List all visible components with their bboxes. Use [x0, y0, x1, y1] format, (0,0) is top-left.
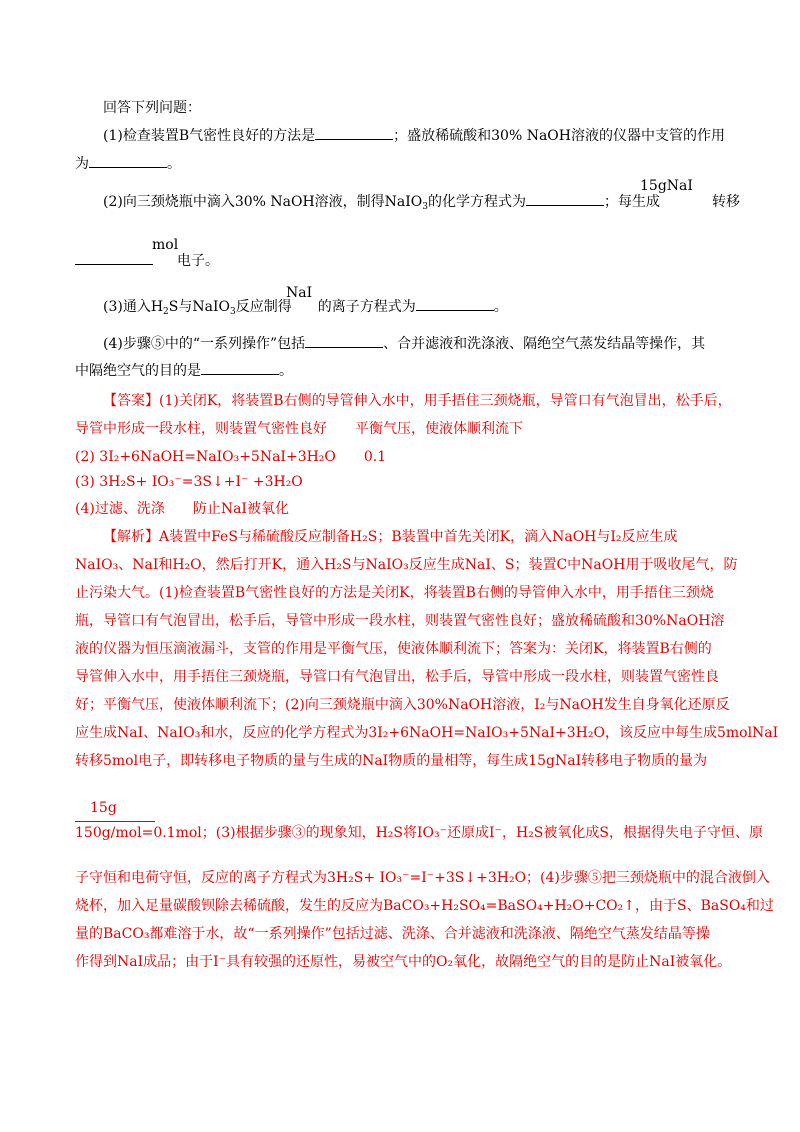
question-3-line: (3)通入$H_2S$与NaIO$_3$反应制得 的离子方程式为 。: [103, 296, 508, 322]
question-2-line-2: 电子。: [75, 250, 219, 271]
question-1-line-2: 为 。: [75, 153, 181, 174]
fraction-numerator: 15g: [90, 800, 117, 816]
unit-mol: mol: [152, 237, 179, 253]
answer-blank: [416, 296, 494, 311]
analysis-line-14: 作得到NaI成品；由于I⁻具有较强的还原性，易被空气中的O₂氧化，故隔绝空气的目的是防止NaI被氧化。: [75, 954, 732, 970]
analysis-line-10: 150g/mol=0.1mol；(3)根据步骤③的现象知，H₂S将IO₃⁻还原成I⁻，H₂S被氧化成S，根据得失电子守恒、原: [75, 825, 763, 841]
question-4-line-2: 中隔绝空气的目的是 。: [75, 360, 293, 381]
answer-blank: [305, 333, 383, 348]
answer-line-1: 【答案】(1)关闭K，将装置B右侧的导管伸入水中，用手捂住三颈烧瓶，导管口有气泡冒出，松手后，: [103, 393, 732, 409]
analysis-line-13: 量的BaCO₃都难溶于水，故“一系列操作”包括过滤、洗涤、合并滤液和洗涤液、隔绝空气蒸发结晶等操: [75, 926, 710, 942]
intro-line: 回答下列问题：: [103, 100, 201, 116]
analysis-line-11: 子守恒和电荷守恒，反应的离子方程式为3H₂S+ IO₃⁻=I⁻+3S↓+3H₂O；(4)步骤⑤把三颈烧瓶中的混合液倒入: [75, 870, 770, 886]
analysis-line-3: 止污染大气。(1)检查装置B气密性良好的方法是关闭K，将装置B右侧的导管伸入水中，用手捂住三颈烧: [75, 585, 714, 601]
answer-line-2: 导管中形成一段水柱，则装置气密性良好 平衡气压，使液体顺利流下: [75, 421, 523, 437]
analysis-line-6: 导管伸入水中，用手捂住三颈烧瓶，导管口有气泡冒出，松手后，导管中形成一段水柱，则装置气密性良: [75, 669, 719, 685]
question-1-line-1: (1)检查装置B气密性良好的方法是 ；盛放稀硫酸和30% NaOH溶液的仪器中支管的作用: [103, 125, 725, 146]
answer-line-5: (4)过滤、洗涤 防止NaI被氧化: [75, 501, 289, 517]
formula-15gnai: 15gNaI: [640, 178, 693, 194]
analysis-line-4: 瓶，导管口有气泡冒出，松手后，导管中形成一段水柱，则装置气密性良好；盛放稀硫酸和30%NaOH溶: [75, 613, 725, 629]
answer-blank: [75, 250, 153, 265]
answer-line-3: (2) 3I₂+6NaOH=NaIO₃+5NaI+3H₂O 0.1: [75, 449, 387, 465]
answer-blank: [89, 153, 167, 168]
analysis-line-5: 液的仪器为恒压滴液漏斗，支管的作用是平衡气压，使液体顺利流下；答案为：关闭K，将装置B右侧的: [75, 641, 712, 657]
answer-blank: [201, 360, 279, 375]
formula-nai: NaI: [286, 285, 313, 301]
answer-label: 【答案】: [103, 393, 159, 409]
fraction-bar: [75, 821, 155, 822]
answer-blank: [526, 191, 604, 206]
answer-line-4: (3) 3H₂S+ IO₃⁻=3S↓+I⁻ +3H₂O: [75, 474, 303, 490]
analysis-line-12: 烧杯，加入足量碳酸钡除去稀硫酸，发生的反应为BaCO₃+H₂SO₄=BaSO₄+H₂O+CO₂↑，由于S、BaSO₄和过: [75, 898, 774, 914]
question-4-line-1: (4)步骤⑤中的“一系列操作”包括 、合并滤液和洗涤液、隔绝空气蒸发结晶等操作，其: [103, 333, 705, 354]
analysis-line-1: 【解析】A装置中FeS与稀硫酸反应制备H₂S；B装置中首先关闭K，滴入NaOH与I₂反应生成: [103, 529, 678, 545]
answer-blank: [315, 125, 393, 140]
analysis-line-9: 转移5mol电子，即转移电子物质的量与生成的NaI物质的量相等，每生成15gNaI转移电子物质的量为: [75, 753, 708, 769]
fraction-denominator: 150g/mol: [75, 825, 142, 841]
analysis-label: 【解析】: [103, 529, 159, 545]
analysis-line-2: NaIO₃、NaI和H₂O，然后打开K，通入H₂S与NaIO₃反应生成NaI、S；装置C中NaOH用于吸收尾气，防: [75, 557, 738, 573]
analysis-line-7: 好；平衡气压，使液体顺利流下；(2)向三颈烧瓶中滴入30%NaOH溶液，I₂与NaOH发生自身氧化还原反: [75, 697, 730, 713]
analysis-line-8: 应生成NaI、NaIO₃和水，反应的化学方程式为3I₂+6NaOH=NaIO₃+5NaI+3H₂O，该反应中每生成5molNaI: [75, 725, 779, 741]
question-2-line-1: (2)向三颈烧瓶中滴入30% NaOH溶液，制得NaIO$_3$的化学方程式为 ；每生成 转移: [103, 191, 740, 217]
